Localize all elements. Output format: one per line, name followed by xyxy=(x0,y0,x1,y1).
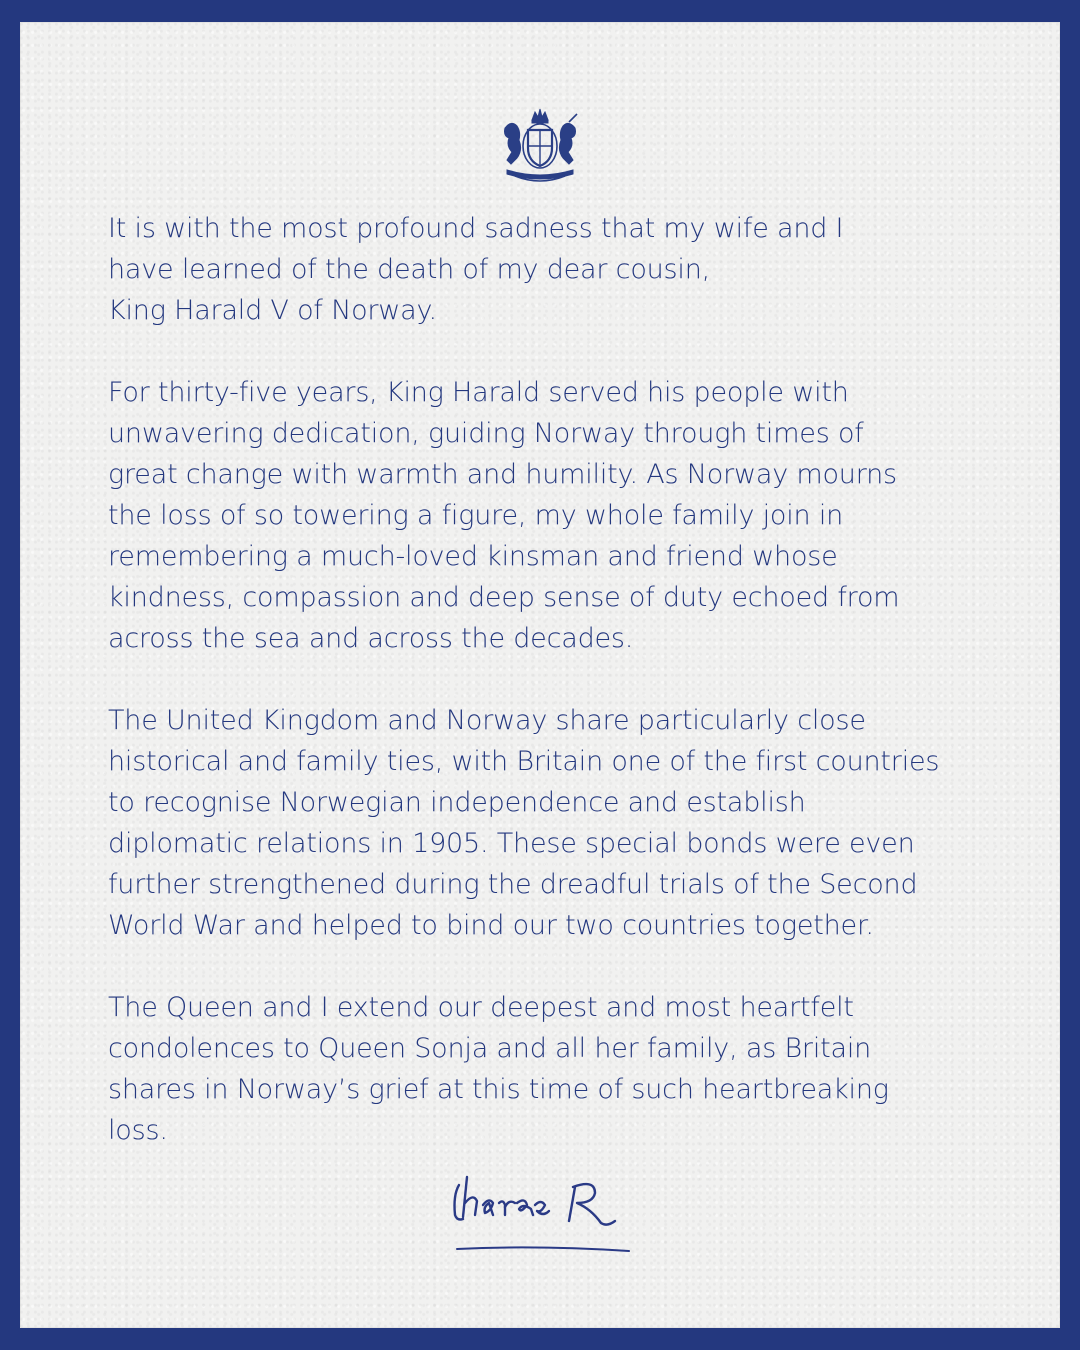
royal-coat-of-arms-icon xyxy=(497,106,583,186)
letter-paragraph: The United Kingdom and Norway share particularly close historical and family ties, with Britain one of the first countries to recognise Norwegian independence and establish diplomatic relations in 1905. These special bonds were even further strengthened during the dreadful trials of the Second World War and helped to bind our two countries together. xyxy=(108,705,940,941)
letter-paragraph: The Queen and I extend our deepest and most heartfelt condolences to Queen Sonja and all her family, as Britain shares in Norway’s grief at this time of such heartbreaking loss. xyxy=(108,992,889,1146)
handwritten-signature xyxy=(445,1165,640,1260)
letter-paragraph: It is with the most profound sadness that my wife and I have learned of the death of my dear cousin, King Harald V of Norway. xyxy=(108,213,844,326)
letter-body xyxy=(108,208,988,1192)
letter-paragraph: For thirty-five years, King Harald served his people with unwavering dedication, guiding Norway through times of great change with warmth and humility. As Norway mourns the loss of so towering a figure, my whole family join in remembering a much-loved kinsman and friend whose kindness, compassion and deep sense of duty echoed from across the sea and across the decades. xyxy=(108,377,900,654)
